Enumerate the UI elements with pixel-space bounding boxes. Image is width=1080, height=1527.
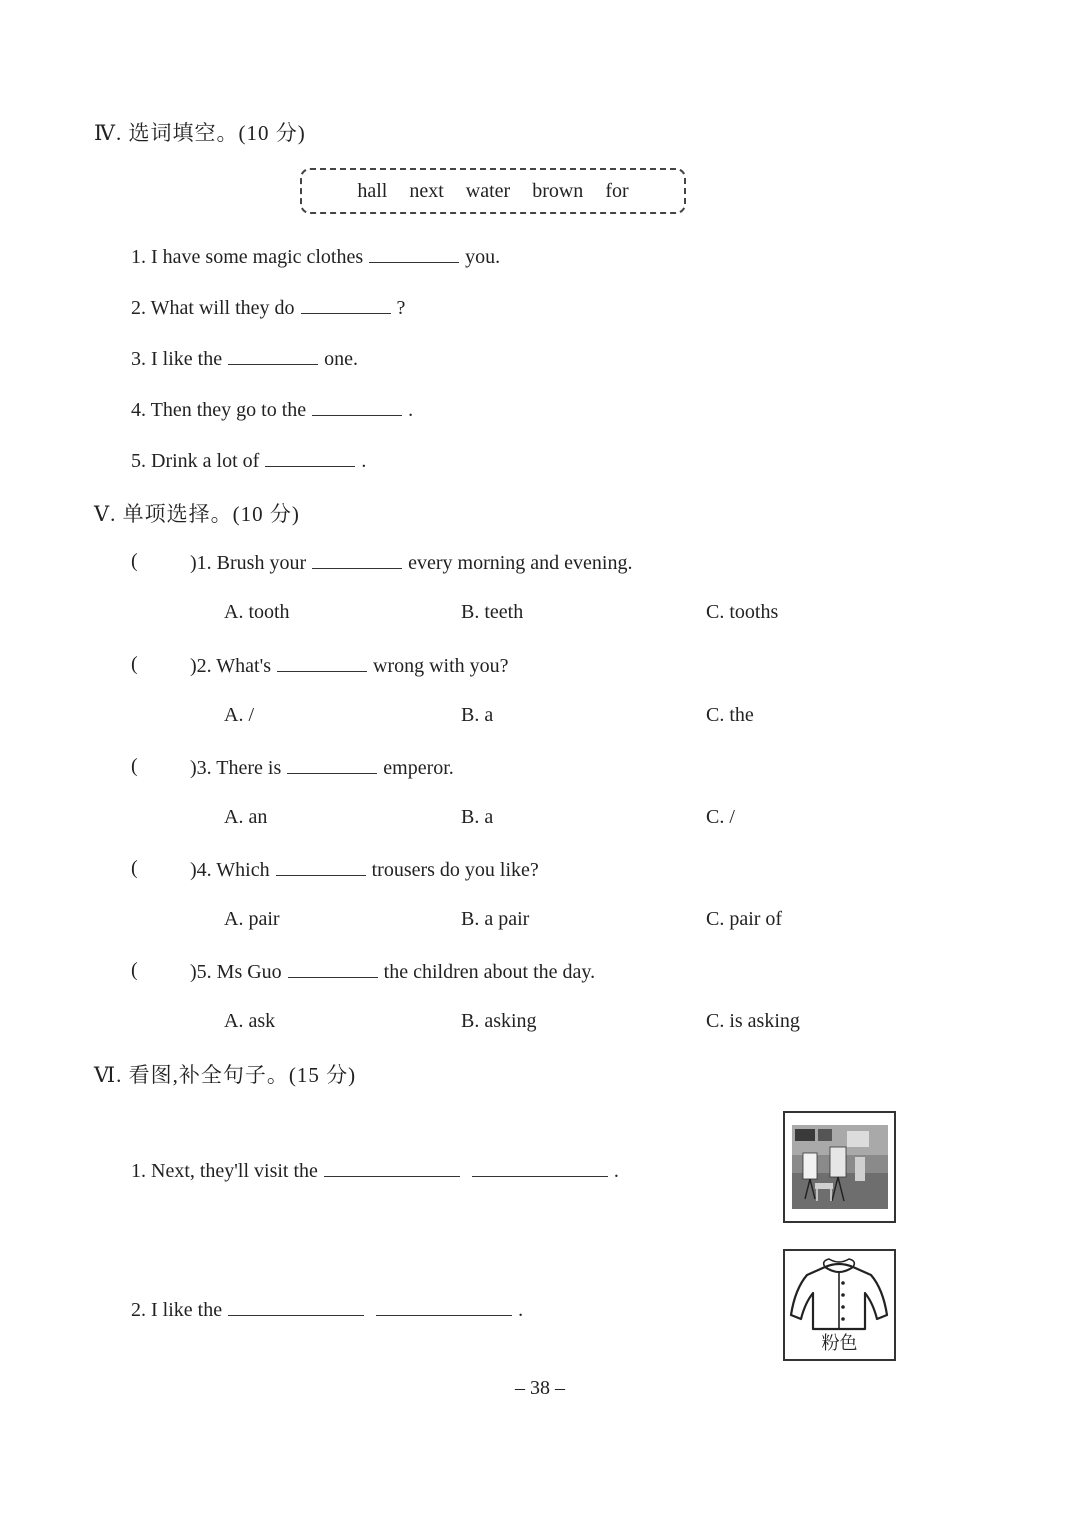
option-b[interactable]: B. teeth: [461, 601, 524, 623]
option-a[interactable]: A. ask: [224, 1010, 276, 1032]
answer-blank[interactable]: [376, 1297, 512, 1316]
question-text: )3. There is: [190, 757, 282, 779]
fill-question: [131, 397, 413, 422]
answer-blank[interactable]: [265, 448, 355, 467]
fill-question: [131, 448, 366, 473]
answer-paren-open: (: [131, 653, 138, 675]
question-text: one.: [324, 348, 358, 370]
question-text: )2. What's: [190, 655, 271, 677]
question-text: ?: [396, 297, 406, 319]
option-a[interactable]: A. pair: [224, 908, 280, 930]
option-c[interactable]: C. pair of: [706, 908, 783, 930]
section-6-heading: Ⅵ. 看图,补全句子。(15 分): [94, 1063, 357, 1087]
question-text: .: [518, 1299, 524, 1321]
answer-blank[interactable]: [228, 346, 318, 365]
answer-paren-open: (: [131, 857, 138, 879]
answer-blank[interactable]: [276, 857, 366, 876]
picture-question: [131, 1297, 523, 1322]
question-text: .: [613, 1160, 619, 1182]
option-b[interactable]: B. asking: [461, 1010, 537, 1032]
sweater-icon: [785, 1253, 894, 1333]
answer-blank[interactable]: [369, 244, 459, 263]
question-text: .: [361, 450, 367, 472]
option-b[interactable]: B. a: [461, 704, 494, 726]
question-text: trousers do you like?: [371, 859, 539, 881]
word-bank-word: water: [465, 179, 511, 202]
question-text: wrong with you?: [373, 655, 509, 677]
question-text: 3. I like the: [131, 348, 223, 370]
question-text: )5. Ms Guo: [190, 961, 282, 983]
answer-blank[interactable]: [277, 653, 367, 672]
answer-blank[interactable]: [324, 1158, 460, 1177]
question-text: 1. I have some magic clothes: [131, 246, 364, 268]
question-text: emperor.: [383, 757, 454, 779]
answer-paren-open: (: [131, 959, 138, 981]
question-text: every morning and evening.: [408, 552, 633, 574]
question-text: you.: [465, 246, 501, 268]
answer-blank[interactable]: [301, 295, 391, 314]
option-a[interactable]: A. /: [224, 704, 254, 726]
option-c[interactable]: C. is asking: [706, 1010, 800, 1032]
question-text: the children about the day.: [383, 961, 596, 983]
answer-blank[interactable]: [472, 1158, 608, 1177]
choice-question: [190, 653, 509, 678]
option-c[interactable]: C. tooths: [706, 601, 779, 623]
sweater-picture: [783, 1249, 896, 1361]
answer-blank[interactable]: [228, 1297, 364, 1316]
question-text: 4. Then they go to the: [131, 399, 307, 421]
question-text: )1. Brush your: [190, 552, 307, 574]
option-c[interactable]: C. /: [706, 806, 735, 828]
question-text: )4. Which: [190, 859, 270, 881]
fill-question: [131, 244, 500, 269]
choice-question: [190, 550, 632, 575]
answer-blank[interactable]: [312, 397, 402, 416]
answer-blank[interactable]: [312, 550, 402, 569]
word-bank-word: brown: [532, 179, 584, 202]
option-c[interactable]: C. the: [706, 704, 754, 726]
word-bank-word: hall: [357, 179, 388, 202]
section-5-heading: Ⅴ. 单项选择。(10 分): [94, 502, 300, 526]
question-text: 2. I like the: [131, 1299, 223, 1321]
art-room-picture: [783, 1111, 896, 1223]
option-a[interactable]: A. an: [224, 806, 268, 828]
word-bank-word: for: [605, 179, 629, 202]
answer-blank[interactable]: [287, 755, 377, 774]
page-number: – 38 –: [515, 1377, 565, 1399]
word-bank-word: next: [409, 179, 444, 202]
answer-paren-open: (: [131, 550, 138, 572]
choice-question: [190, 959, 595, 984]
word-bank: [300, 168, 686, 214]
answer-paren-open: (: [131, 755, 138, 777]
picture-question: [131, 1158, 619, 1183]
option-b[interactable]: B. a: [461, 806, 494, 828]
option-a[interactable]: A. tooth: [224, 601, 290, 623]
art-room-image: [785, 1113, 894, 1221]
question-text: 1. Next, they'll visit the: [131, 1160, 318, 1182]
answer-blank[interactable]: [288, 959, 378, 978]
choice-question: [190, 755, 454, 780]
question-text: .: [408, 399, 414, 421]
sweater-color-caption: 粉色: [821, 1333, 858, 1354]
choice-question: [190, 857, 539, 882]
fill-question: [131, 346, 358, 371]
option-b[interactable]: B. a pair: [461, 908, 530, 930]
question-text: 2. What will they do: [131, 297, 295, 319]
section-4-heading: Ⅳ. 选词填空。(10 分): [94, 121, 306, 145]
question-text: 5. Drink a lot of: [131, 450, 260, 472]
fill-question: [131, 295, 405, 320]
